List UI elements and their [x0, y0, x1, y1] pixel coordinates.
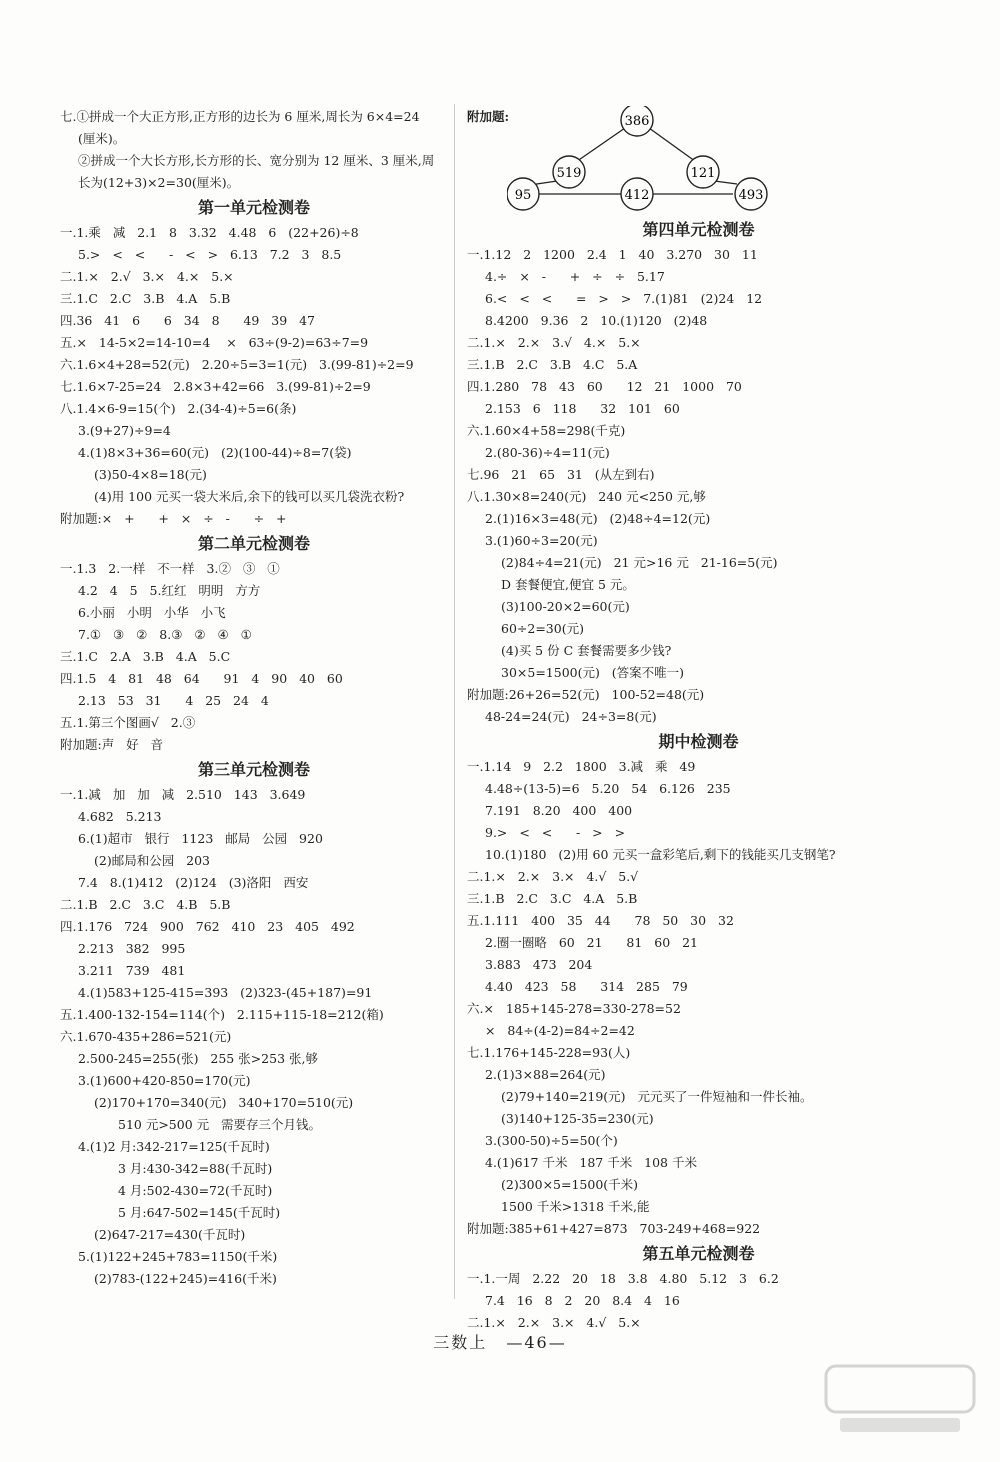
answer-line: 5 月:647-502=145(千瓦时) [118, 1205, 281, 1220]
bonus-triangle-area [467, 106, 930, 216]
answer-line: (2)783-(122+245)=416(千米) [94, 1271, 277, 1286]
answer-line: 一.1.一周 2.22 20 18 3.8 4.80 5.12 3 6.2 [467, 1271, 779, 1286]
answer-line: × 84÷(4-2)=84÷2=42 [485, 1023, 635, 1038]
answer-line: 2.圈一圈略 60 21 81 60 21 [485, 935, 698, 950]
answer-line: (4)用 100 元买一袋大米后,余下的钱可以买几袋洗衣粉? [94, 489, 405, 504]
number-triangle-diagram [507, 106, 787, 216]
answer-line: 五.× 14-5×2=14-10=4 × 63÷(9-2)=63÷7=9 [60, 335, 369, 350]
answer-line: 4.2 4 5 5.红红 明明 方方 [78, 583, 261, 598]
answer-line: 附加题:26+26=52(元) 100-52=48(元) [467, 687, 705, 702]
answer-line: 附加题:声 好 音 [60, 737, 164, 752]
node-mid-left-value: 519 [556, 166, 582, 181]
answer-line: 6.< < < = > > 7.(1)81 (2)24 12 [485, 291, 763, 306]
answer-line: 七.1.176+145-228=93(人) [467, 1045, 631, 1060]
page-footer [380, 1330, 620, 1353]
answer-line: 一.1.14 9 2.2 1800 3.减 乘 49 [467, 759, 696, 774]
answer-line: 二.1.B 2.C 3.C 4.B 5.B [60, 897, 231, 912]
section-title: 第三单元检测卷 [197, 760, 310, 779]
answer-line: 3 月:430-342=88(千瓦时) [118, 1161, 273, 1176]
answer-line: 7.4 8.(1)412 (2)124 (3)洛阳 西安 [78, 875, 309, 890]
answer-line: 3.211 739 481 [78, 963, 186, 978]
answer-line: 3.(300-50)÷5=50(个) [485, 1133, 618, 1148]
answer-line: 四.1.280 78 43 60 12 21 1000 70 [467, 379, 742, 394]
answer-line: 60÷2=30(元) [501, 621, 584, 636]
answer-line: 4.(1)2 月:342-217=125(千瓦时) [78, 1139, 270, 1154]
answer-line: 7.191 8.20 400 400 [485, 803, 633, 818]
answer-line: ②拼成一个大长方形,长方形的长、宽分别为 12 厘米、3 厘米,周 [78, 153, 435, 168]
answer-line: 7.① ③ ② 8.③ ② ④ ① [78, 627, 252, 642]
answer-line: 二.1.× 2.√ 3.× 4.× 5.× [60, 269, 234, 284]
answer-line: (3)100-20×2=60(元) [501, 599, 630, 614]
answer-line: 三.1.C 2.C 3.B 4.A 5.B [60, 291, 231, 306]
answer-line: (2)647-217=430(千瓦时) [94, 1227, 246, 1242]
answer-line: (2)邮局和公园 203 [94, 853, 210, 868]
right-column [467, 106, 930, 1334]
answer-line: D 套餐便宜,便宜 5 元。 [501, 577, 635, 592]
answer-line: 一.1.乘 减 2.1 8 3.32 4.48 6 (22+26)÷8 [60, 225, 359, 240]
answer-line: 2.(1)16×3=48(元) (2)48÷4=12(元) [485, 511, 711, 526]
node-top-value: 386 [624, 114, 650, 129]
answer-line: 五.1.第三个图画√ 2.③ [60, 715, 196, 730]
section-title: 第五单元检测卷 [642, 1244, 755, 1263]
node-bottom-mid-value: 412 [624, 188, 650, 203]
node-mid-right-value: 121 [690, 166, 716, 181]
answer-line: 七.1.6×7-25=24 2.8×3+42=66 3.(99-81)÷2=9 [60, 379, 371, 394]
edge-top-right [649, 128, 699, 164]
footer-page-number: —46— [506, 1333, 567, 1352]
answer-line: (2)84÷4=21(元) 21 元>16 元 21-16=5(元) [501, 555, 778, 570]
node-mid-right [687, 156, 719, 188]
answer-line: (3)140+125-35=230(元) [501, 1111, 654, 1126]
answer-line: 48-24=24(元) 24÷3=8(元) [485, 709, 657, 724]
answer-line: 4.48÷(13-5)=6 5.20 54 6.126 235 [485, 781, 731, 796]
answer-line: 8.4200 9.36 2 10.(1)120 (2)48 [485, 313, 708, 328]
column-divider [454, 104, 455, 1299]
answer-line: 七.96 21 65 31 (从左到右) [467, 467, 655, 482]
answer-line: 6.(1)超市 银行 1123 邮局 公园 920 [78, 831, 323, 846]
answer-line: 三.1.C 2.A 3.B 4.A 5.C [60, 649, 231, 664]
node-top [621, 106, 653, 136]
answer-line: 2.153 6 118 32 101 60 [485, 401, 680, 416]
answer-line: 六.1.670-435+286=521(元) [60, 1029, 232, 1044]
answer-line: 5.> < < - < > 6.13 7.2 3 8.5 [78, 247, 342, 262]
answer-line: 附加题:× + + × ÷ - ÷ + [60, 511, 287, 526]
answer-line: 二.1.× 2.× 3.× 4.√ 5.√ [467, 869, 639, 884]
answer-line: 六.× 185+145-278=330-278=52 [467, 1001, 681, 1016]
answer-line: (3)50-4×8=18(元) [94, 467, 207, 482]
node-bottom-left-value: 95 [514, 188, 532, 203]
answer-line: 7.4 16 8 2 20 8.4 4 16 [485, 1293, 680, 1308]
answer-line: (4)买 5 份 C 套餐需要多少钱? [501, 643, 672, 658]
answer-line: 六.1.60×4+58=298(千克) [467, 423, 626, 438]
answer-line: 三.1.B 2.C 3.C 4.A 5.B [467, 891, 638, 906]
answer-line: 2.500-245=255(张) 255 张>253 张,够 [78, 1051, 318, 1066]
answer-line: 5.(1)122+245+783=1150(千米) [78, 1249, 278, 1264]
answer-line: 四.36 41 6 6 34 8 49 39 47 [60, 313, 315, 328]
answer-line: 2.(1)3×88=264(元) [485, 1067, 606, 1082]
node-bottom-right [735, 178, 767, 210]
answer-line: 二.1.× 2.× 3.√ 4.× 5.× [467, 335, 641, 350]
answer-line: 八.1.4×6-9=15(个) 2.(34-4)÷5=6(条) [60, 401, 297, 416]
answer-line: 10.(1)180 (2)用 60 元买一盒彩笔后,剩下的钱能买几支钢笔? [485, 847, 836, 862]
answer-line: (2)79+140=219(元) 元元买了一件短袖和一件长袖。 [501, 1089, 813, 1104]
answer-line: 五.1.111 400 35 44 78 50 30 32 [467, 913, 734, 928]
answer-line: 4.÷ × - + ÷ ÷ 5.17 [485, 269, 665, 284]
answer-line: 长为(12+3)×2=30(厘米)。 [78, 175, 240, 190]
answer-line: 9.> < < - > > [485, 825, 626, 840]
answer-line: 1500 千米>1318 千米,能 [501, 1199, 650, 1214]
answer-line: 一.1.3 2.一样 不一样 3.② ③ ① [60, 561, 280, 576]
section-title: 期中检测卷 [658, 732, 739, 751]
answer-line: 6.小丽 小明 小华 小飞 [78, 605, 226, 620]
section-title: 第一单元检测卷 [197, 198, 310, 217]
answer-line: 附加题:385+61+427=873 703-249+468=922 [467, 1221, 761, 1236]
node-bottom-right-value: 493 [738, 188, 764, 203]
watermark-logo [820, 1360, 980, 1440]
section-title: 第二单元检测卷 [197, 534, 310, 553]
answer-line: (厘米)。 [78, 131, 126, 146]
answer-line: 4.(1)8×3+36=60(元) (2)(100-44)÷8=7(袋) [78, 445, 352, 460]
answer-line: 2.(80-36)÷4=11(元) [485, 445, 610, 460]
answer-line: 二.1.× 2.× 3.× 4.√ 5.× [467, 1315, 641, 1330]
edge-top-left [573, 128, 625, 164]
node-bottom-left [507, 178, 539, 210]
answer-line: 五.1.400-132-154=114(个) 2.115+115-18=212(箱) [60, 1007, 384, 1022]
answer-line: 4.682 5.213 [78, 809, 162, 824]
answer-line: 4.40 423 58 314 285 79 [485, 979, 688, 994]
answer-line: 3.(1)60÷3=20(元) [485, 533, 598, 548]
answer-line: (2)300×5=1500(千米) [501, 1177, 639, 1192]
answer-line: 三.1.B 2.C 3.B 4.C 5.A [467, 357, 638, 372]
node-mid-left [553, 156, 585, 188]
answer-line: 30×5=1500(元) (答案不唯一) [501, 665, 685, 680]
answer-line: 四.1.5 4 81 48 64 91 4 90 40 60 [60, 671, 343, 686]
answer-line: 4.(1)617 千米 187 千米 108 千米 [485, 1155, 697, 1170]
bonus-label: 附加题: [467, 109, 510, 124]
answer-line: 八.1.30×8=240(元) 240 元<250 元,够 [467, 489, 706, 504]
footer-subject: 三数上 [433, 1333, 488, 1352]
answer-line: (2)170+170=340(元) 340+170=510(元) [94, 1095, 354, 1110]
left-column [60, 106, 448, 1290]
answer-line: 3.883 473 204 [485, 957, 593, 972]
node-bottom-mid [621, 178, 653, 210]
answer-line: 一.1.12 2 1200 2.4 1 40 3.270 30 11 [467, 247, 758, 262]
answer-line: 四.1.176 724 900 762 410 23 405 492 [60, 919, 355, 934]
answer-line: 3.(1)600+420-850=170(元) [78, 1073, 251, 1088]
answer-line: 六.1.6×4+28=52(元) 2.20÷5=3=1(元) 3.(99-81)÷2=9 [60, 357, 414, 372]
answer-line: 七.①拼成一个大正方形,正方形的边长为 6 厘米,周长为 6×4=24 [60, 109, 420, 124]
answer-line: 一.1.减 加 加 减 2.510 143 3.649 [60, 787, 306, 802]
answer-line: 3.(9+27)÷9=4 [78, 423, 171, 438]
answer-line: 4 月:502-430=72(千瓦时) [118, 1183, 273, 1198]
answer-line: 4.(1)583+125-415=393 (2)323-(45+187)=91 [78, 985, 373, 1000]
answer-line: 2.13 53 31 4 25 24 4 [78, 693, 269, 708]
section-title: 第四单元检测卷 [642, 220, 755, 239]
answer-line: 2.213 382 995 [78, 941, 186, 956]
answer-line: 510 元>500 元 需要存三个月钱。 [118, 1117, 322, 1132]
